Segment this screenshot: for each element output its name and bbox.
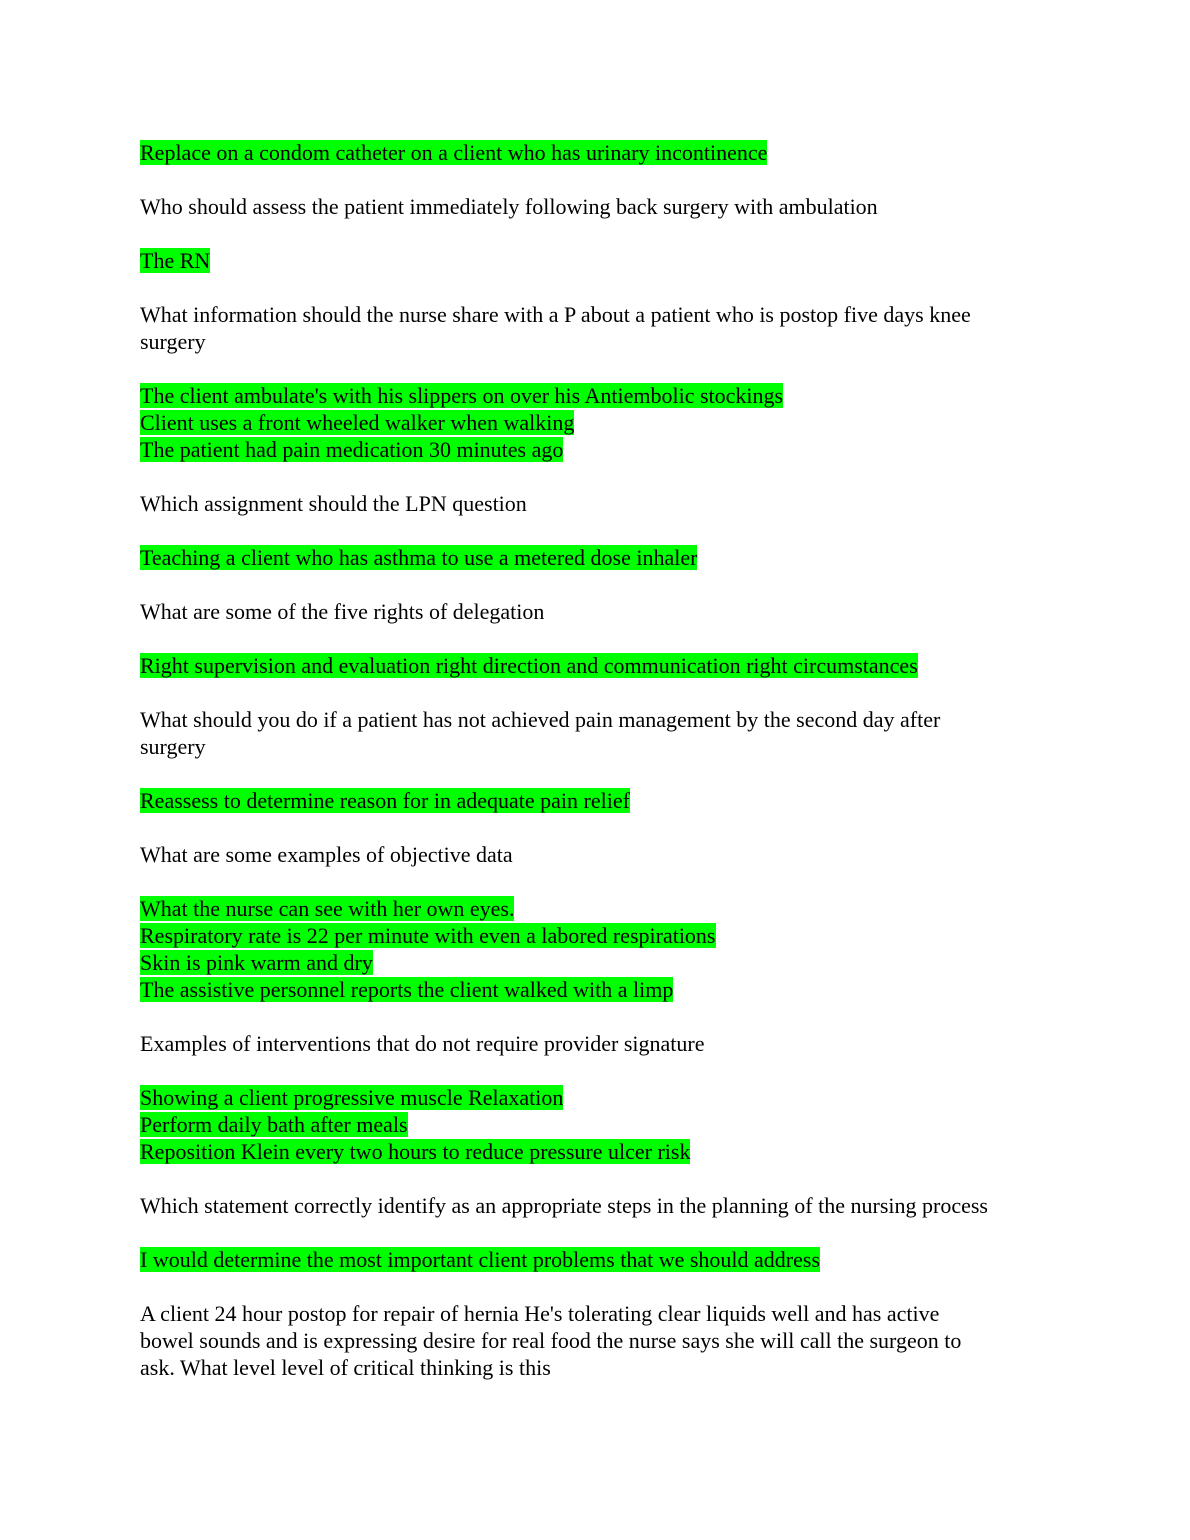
question-block (140, 1192, 1050, 1219)
highlighted-text: The patient had pain medication 30 minutes ago (140, 437, 564, 462)
highlighted-text: Client uses a front wheeled walker when walking (140, 410, 575, 435)
answer-block (140, 382, 1050, 463)
question-block (140, 1300, 1050, 1381)
highlighted-text: The client ambulate's with his slippers on over his Antiembolic stockings (140, 383, 784, 408)
question-block (140, 301, 1050, 355)
answer-block (140, 652, 1050, 679)
question-block (140, 193, 1050, 220)
answer-block (140, 895, 1050, 1003)
highlighted-text: The assistive personnel reports the client walked with a limp (140, 977, 674, 1002)
question-block (140, 706, 1050, 760)
question-line: What information should the nurse share with a P about a patient who is postop five days knee (140, 302, 971, 327)
question-block (140, 490, 1050, 517)
answer-line (140, 1138, 1050, 1165)
answer-line (140, 787, 1050, 814)
answer-line (140, 895, 1050, 922)
question-line: What are some examples of objective data (140, 842, 513, 867)
highlighted-text: Replace on a condom catheter on a client who has urinary incontinence (140, 140, 768, 165)
document-body (140, 139, 1050, 1408)
answer-line (140, 976, 1050, 1003)
answer-block (140, 139, 1050, 166)
highlighted-text: Reassess to determine reason for in adequate pain relief (140, 788, 630, 813)
highlighted-text: The RN (140, 248, 211, 273)
question-line: What are some of the five rights of delegation (140, 599, 545, 624)
question-line: What should you do if a patient has not achieved pain management by the second day after (140, 707, 941, 732)
answer-line (140, 949, 1050, 976)
question-block (140, 1030, 1050, 1057)
highlighted-text: Right supervision and evaluation right direction and communication right circumstances (140, 653, 918, 678)
answer-block (140, 1084, 1050, 1165)
answer-block (140, 544, 1050, 571)
answer-line (140, 1084, 1050, 1111)
question-line: bowel sounds and is expressing desire for real food the nurse says she will call the surgeon to (140, 1328, 962, 1353)
question-line: ask. What level level of critical thinking is this (140, 1355, 551, 1380)
highlighted-text: Skin is pink warm and dry (140, 950, 373, 975)
answer-line (140, 652, 1050, 679)
highlighted-text: Teaching a client who has asthma to use a metered dose inhaler (140, 545, 698, 570)
answer-line (140, 382, 1050, 409)
answer-line (140, 139, 1050, 166)
answer-line (140, 544, 1050, 571)
highlighted-text: Perform daily bath after meals (140, 1112, 408, 1137)
question-line: surgery (140, 329, 206, 354)
question-block (140, 598, 1050, 625)
question-line: Who should assess the patient immediately following back surgery with ambulation (140, 194, 878, 219)
question-line: A client 24 hour postop for repair of hernia He's tolerating clear liquids well and has active (140, 1301, 940, 1326)
answer-block (140, 247, 1050, 274)
highlighted-text: I would determine the most important client problems that we should address (140, 1247, 821, 1272)
highlighted-text: Showing a client progressive muscle Relaxation (140, 1085, 564, 1110)
question-line: Which statement correctly identify as an appropriate steps in the planning of the nursing process (140, 1193, 988, 1218)
answer-block (140, 1246, 1050, 1273)
highlighted-text: What the nurse can see with her own eyes. (140, 896, 515, 921)
answer-line (140, 922, 1050, 949)
highlighted-text: Reposition Klein every two hours to reduce pressure ulcer risk (140, 1139, 691, 1164)
answer-line (140, 1111, 1050, 1138)
question-line: surgery (140, 734, 206, 759)
question-line: Examples of interventions that do not require provider signature (140, 1031, 705, 1056)
answer-line (140, 1246, 1050, 1273)
answer-line (140, 247, 1050, 274)
question-block (140, 841, 1050, 868)
answer-block (140, 787, 1050, 814)
question-line: Which assignment should the LPN question (140, 491, 527, 516)
highlighted-text: Respiratory rate is 22 per minute with even a labored respirations (140, 923, 716, 948)
answer-line (140, 436, 1050, 463)
answer-line (140, 409, 1050, 436)
